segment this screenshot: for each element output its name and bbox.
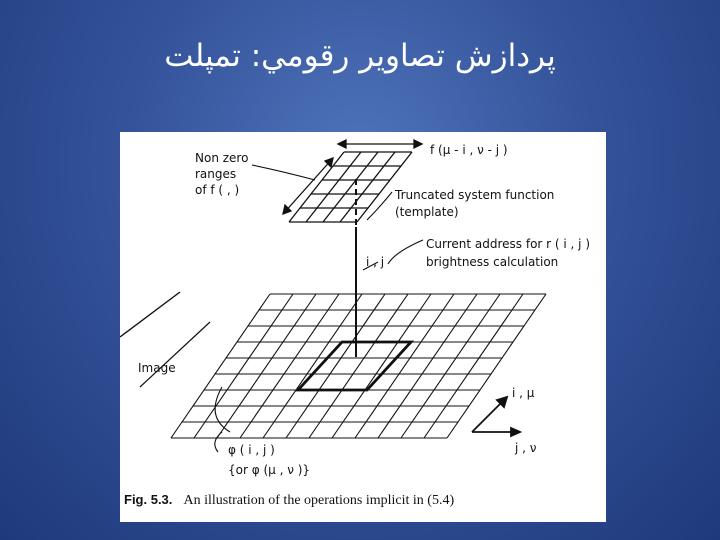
phi-label-2: {or φ (μ , ν )} xyxy=(228,463,311,477)
figure-caption xyxy=(124,489,454,508)
slide-title: پردازش تصاوير رقومي: تمپلت xyxy=(164,38,556,74)
ij-label: i , j xyxy=(366,255,385,269)
pointer-lines xyxy=(120,165,423,452)
current-address-label-1: Current address for r ( i , j ) xyxy=(426,237,591,251)
image-grid xyxy=(171,294,546,438)
template-function-label: f (μ - i , ν - j ) xyxy=(430,143,508,157)
nonzero-label-2: ranges xyxy=(195,167,237,181)
axis-j-nu-label: j , ν xyxy=(515,441,537,455)
axis-arrows xyxy=(472,397,520,436)
figure-panel xyxy=(120,132,606,522)
current-address-label-2: brightness calculation xyxy=(426,255,559,269)
truncated-label-1: Truncated system function xyxy=(395,188,555,202)
grid-col-line xyxy=(306,152,361,222)
figure-caption-text: An illustration of the operations implicit in (5.4) xyxy=(183,493,455,508)
template-footprint xyxy=(298,342,411,390)
image-label: Image xyxy=(138,361,176,375)
axis-i-mu-label: i , μ xyxy=(512,386,535,400)
grid-col-line xyxy=(289,152,344,222)
phi-label-1: φ ( i , j ) xyxy=(228,443,275,457)
figure-caption-number: Fig. 5.3. xyxy=(124,492,173,507)
truncated-label-2: (template) xyxy=(395,205,459,219)
illustration-diagram xyxy=(120,132,606,522)
nonzero-label-3: of f ( , ) xyxy=(195,183,240,197)
nonzero-label-1: Non zero xyxy=(195,151,249,165)
grid-col-line xyxy=(340,152,395,222)
